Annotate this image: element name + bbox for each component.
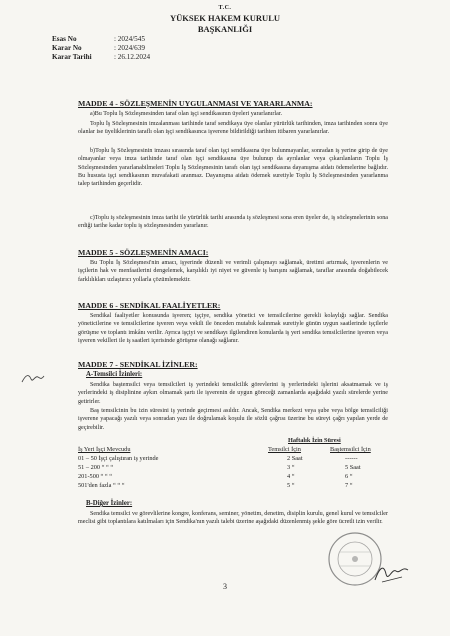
- header-tc: T.C.: [218, 5, 232, 11]
- meta-value: : 26.12.2024: [114, 53, 151, 61]
- table-col-head-representative: Baştemsilci İçin: [330, 446, 371, 453]
- table-row-3-workers: 201-500 “ “ “: [78, 473, 113, 480]
- margin-pen-mark-icon: [20, 370, 46, 386]
- article-5-title: MADDE 5 - SÖZLEŞMENİN AMACI:: [78, 248, 209, 257]
- article-7-para-3: Sendika temsilci ve görevlilerine kongre, konferans, seminer, yönetim, denetim, disiplin kurulu, genel kurul ve temsilciler meclisi gibi toplantılara katılmaları için Sendika'nın yazılı talebi üzerine aşağıdaki düzenlenmiş şekle göre ücretli izin verilir.: [78, 511, 388, 526]
- table-col-representative: Temsilci İçin: [268, 446, 301, 453]
- article-4-title: MADDE 4 - SÖZLEŞMENİN UYGULANMASI VE YARARLANMA:: [78, 99, 313, 108]
- table-header-weekly: Haftalık İzin Süresi: [288, 437, 341, 444]
- table-row-3-head: 6 “: [345, 473, 353, 480]
- meta-key: Esas No: [52, 35, 77, 43]
- article-6-para: Sendikal faaliyetler konusunda işveren; işçiye, sendika yönetici ve temsilcilerine gerekli kolaylığı sağlar. Sendika yöneticilerine ve temsilcilerine işveren veya vekili ile önceden mutabık kalınmak suretiyle günün uygun saatlerinde işçilerle görüşme ve toplantı imkânı verilir. Ayrıca işçiyi ve sendikayı ilgilendiren konularda iş yeri sendika temsilcilerine işveren veya işveren vekilleri ile iş saatleri içerisinde görüşme olanağı sağlanır.: [78, 313, 388, 344]
- signature-icon: [372, 562, 412, 586]
- table-row-4-workers: 501'den fazla “ “ “: [78, 482, 125, 489]
- page-number: 3: [223, 582, 227, 591]
- table-col-workers: İş Yeri İşçi Mevcudu: [78, 446, 131, 453]
- meta-value: : 2024/545: [114, 35, 145, 43]
- article-5-para: Bu Toplu İş Sözleşmesi'nin amacı, işyerinde düzenli ve verimli çalışmayı sağlamak, üretimi artırmak, işverenlerin ve işçilerin hak ve menfaatlerini dengelemek, karşılıklı iyi niyet ve güvenle iş barışını sağlamak, taraflar arasında doğabilecek farklılıkları uzlaştırıcı yollarla çözümlemektir.: [78, 260, 388, 283]
- meta-row-tarih: [52, 53, 150, 61]
- table-row-1-head: ------: [345, 455, 358, 462]
- table-row-3-rep: 4 “: [287, 473, 295, 480]
- meta-value: : 2024/639: [114, 44, 145, 52]
- meta-row-esas: [52, 35, 145, 43]
- table-row-1-rep: 2 Saat: [287, 455, 303, 462]
- header-institution: YÜKSEK HAKEM KURULU: [169, 13, 281, 23]
- table-row-2-rep: 3 “: [287, 464, 295, 471]
- article-4-para-a2: Toplu İş Sözleşmesinin imzalanması tarihinde taraf sendikaya üye olanlar yürürlük tarihinden, imza tarihinden sonra üye olanlar ise üyeliklerinin taraflı olan işçi sendikasınca işverene bildirildiği tarihten itibaren yararlanırlar.: [78, 121, 388, 136]
- article-6-title: MADDE 6 - SENDİKAL FAALİYETLER:: [78, 301, 221, 310]
- article-7-para-1: Sendika baştemsilci veya temsilcileri iş yerindeki temsilcilik görevlerini iş yerlerindeki işlerini aksatmamak ve iş yerlerindeki iş disiplinine aykırı olmamak şartı ile işverenin de uygun göreceği zamanlarda aşağıdaki yazılı sürelerde yerine getirirler.: [78, 382, 388, 405]
- article-7-title: MADDE 7 - SENDİKAL İZİNLER:: [78, 360, 198, 369]
- article-4-para-c: c)Toplu iş sözleşmesinin imza tarihi ile yürürlük tarihi arasında iş sözleşmesi sona eren üyeler de, iş sözleşmelerinin sona erdiği tarihe kadar toplu iş sözleşmesinden yararlanır.: [78, 215, 388, 230]
- table-row-4-rep: 5 “: [287, 482, 295, 489]
- article-4-para-a: a)Bu Toplu İş Sözleşmesinden taraf olan işçi sendikasının üyeleri yararlanırlar.: [90, 111, 283, 117]
- table-row-2-workers: 51 – 200 “ “ “: [78, 464, 114, 471]
- article-4-para-b: b)Toplu İş Sözleşmesinin imzası sırasında taraf olan işçi sendikasına üye bulunmayanlar, sonradan iş yerine girip de üye olmayanlar veya imza tarihinde taraf olan işçi sendikasına üye bulunup da ayrılanlar veya çıkarılanların Toplu İş Sözleşmesinden yararlanabilmeleri Toplu İş Sözleşmesinin tarafı olan işçi sendikasına dayanışma aidatı ödemelerine bağlıdır. Bu hususta işçi sendikasının muvafakati aranmaz. Dayanışma aidatı ödemek suretiyle Toplu İş Sözleşmesinden yararlanma talep tarihinden geçerlidir.: [78, 148, 388, 188]
- meta-key: Karar No: [52, 44, 82, 52]
- table-row-2-head: 5 Saat: [345, 464, 361, 471]
- table-row-1-workers: 01 – 50 İşçi çalıştıran iş yerinde: [78, 455, 159, 462]
- diger-izinler-heading: B-Diğer İzinler:: [86, 500, 133, 507]
- table-row-4-head: 7 “: [345, 482, 353, 489]
- article-7-para-2: Baş temsilcinin bu izin süresini iş yerinde geçirmesi asıldır. Ancak, Sendika merkezi veya şube veya bölge temsilciliği işverene yapacağı yazılı veya sonradan yazı ile doğrulamak koşulu ile sözlü çağrısı üzerine bu süreyi çağrı yapılan yerde de geçirebilir.: [78, 408, 388, 431]
- temsilci-izinleri-heading: A-Temsilci İzinleri:: [86, 371, 143, 378]
- meta-row-karar: [52, 44, 145, 52]
- meta-key: Karar Tarihi: [52, 53, 92, 61]
- header-department: BAŞKANLIĞI: [197, 24, 253, 34]
